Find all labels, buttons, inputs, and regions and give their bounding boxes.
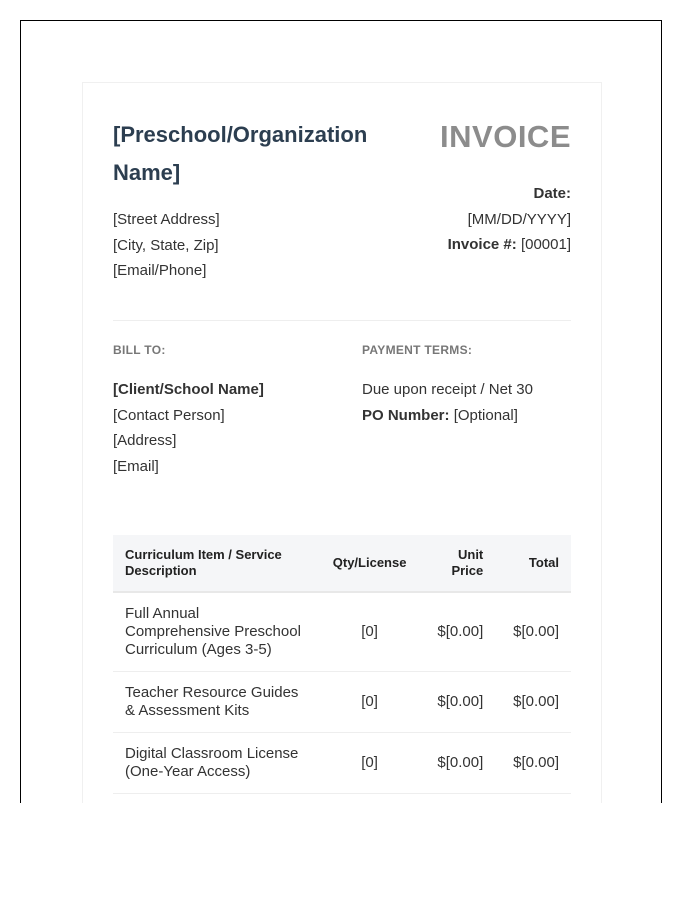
header-divider bbox=[113, 320, 571, 321]
item-unit-price: $[0.00] bbox=[420, 592, 496, 672]
terms-text: Due upon receipt / Net 30 bbox=[362, 381, 533, 398]
item-unit-price: $[0.00] bbox=[420, 733, 496, 794]
bill-to-block bbox=[113, 377, 264, 479]
invoice-number bbox=[448, 232, 571, 258]
payment-terms-block bbox=[362, 377, 533, 428]
header-total: Total bbox=[495, 535, 571, 592]
invoice-number-value: [00001] bbox=[520, 236, 571, 253]
item-description: Teacher Resource Guides & Assessment Kits bbox=[113, 672, 320, 733]
header-qty: Qty/License bbox=[320, 535, 420, 592]
date-label: Date: bbox=[533, 185, 571, 202]
street-address: [Street Address] bbox=[113, 211, 220, 228]
client-name: [Client/School Name] bbox=[113, 381, 264, 398]
invoice-card bbox=[82, 82, 602, 803]
item-total: $[0.00] bbox=[495, 733, 571, 794]
payment-terms-label: PAYMENT TERMS: bbox=[362, 343, 473, 357]
table-row bbox=[113, 672, 571, 733]
po-number-value: [Optional] bbox=[453, 406, 518, 424]
contact-person: [Contact Person] bbox=[113, 406, 225, 424]
bill-to-label: BILL TO: bbox=[113, 343, 166, 357]
email-phone: [Email/Phone] bbox=[113, 262, 207, 279]
page-frame bbox=[20, 20, 662, 803]
table-row bbox=[113, 592, 571, 672]
header-description: Curriculum Item / Service Description bbox=[113, 535, 320, 592]
client-address: [Address] bbox=[113, 432, 177, 449]
table-header-row bbox=[113, 535, 571, 592]
po-number bbox=[362, 403, 533, 429]
item-qty: [0] bbox=[320, 672, 420, 733]
client-email: [Email] bbox=[113, 457, 159, 475]
organization-address bbox=[113, 207, 220, 284]
item-description: Full Annual Comprehensive Preschool Curriculum (Ages 3-5) bbox=[113, 592, 320, 672]
item-total: $[0.00] bbox=[495, 672, 571, 733]
po-number-label: PO Number: bbox=[362, 406, 450, 424]
invoice-title: INVOICE bbox=[440, 119, 571, 154]
item-qty: [0] bbox=[320, 733, 420, 794]
line-items-table bbox=[113, 535, 571, 794]
item-qty: [0] bbox=[320, 592, 420, 672]
header-unit-price: Unit Price bbox=[420, 535, 496, 592]
item-unit-price: $[0.00] bbox=[420, 672, 496, 733]
invoice-number-label: Invoice #: bbox=[447, 236, 517, 253]
organization-name: [Preschool/Organization Name] bbox=[113, 122, 368, 185]
item-description: Digital Classroom License (One-Year Access) bbox=[113, 733, 320, 794]
date-value: [MM/DD/YYYY] bbox=[467, 210, 571, 228]
city-state-zip: [City, State, Zip] bbox=[113, 236, 219, 254]
item-total: $[0.00] bbox=[495, 592, 571, 672]
table-row bbox=[113, 733, 571, 794]
invoice-meta bbox=[448, 181, 571, 258]
